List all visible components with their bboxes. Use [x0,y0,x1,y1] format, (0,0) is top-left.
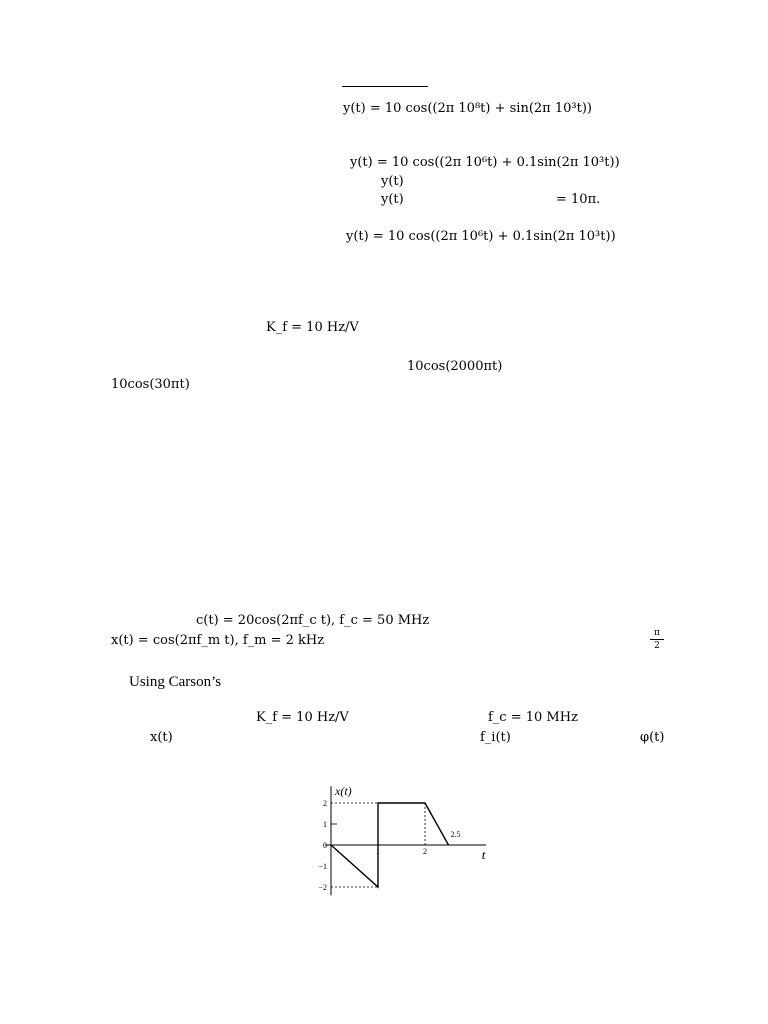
pi-over-2-fraction [650,628,664,651]
carson-text: Using Carson’s [129,674,222,690]
equation-4: y(t) [381,192,404,207]
kf-equation-1: K_f = 10 Hz/V [266,320,359,335]
y-tick-label: −2 [318,883,327,892]
message-equation: x(t) = cos(2πf_m t), f_m = 2 kHz [111,633,325,648]
xt-label: x(t) [150,730,173,745]
carrier-equation: c(t) = 20cos(2πf_c t), f_c = 50 MHz [196,613,430,628]
phi-label: φ(t) [640,730,665,745]
y-tick-label: 1 [323,820,327,829]
y-tick-label: 2 [323,799,327,808]
y-tick-label: 0 [323,841,327,850]
equation-3: y(t) [381,174,404,189]
kf-equation-2: K_f = 10 Hz/V [256,710,349,725]
y-axis-label: x(t) [335,784,352,799]
fi-label: f_i(t) [480,730,511,745]
message-cos-1: 10cos(2000πt) [407,359,503,374]
equation-5: y(t) = 10 cos((2π 10⁶t) + 0.1sin(2π 10³t)) [346,229,616,244]
x-tick-label: 2.5 [450,830,461,839]
x-tick-label: 1 [376,847,380,856]
equation-1: y(t) = 10 cos((2π 10⁸t) + sin(2π 10³t)) [343,101,592,116]
fc-equation: f_c = 10 MHz [488,710,578,725]
x-tick-label: 2 [423,847,427,856]
fraction-denominator: 2 [654,641,660,651]
y-tick-label: −1 [318,862,327,871]
title-underline [342,86,428,87]
x-axis-label: t [481,847,486,862]
fraction-numerator: π [650,628,664,640]
equation-4-tail: = 10π. [556,192,601,207]
xt-waveform-chart [300,770,510,910]
equation-2: y(t) = 10 cos((2π 10⁶t) + 0.1sin(2π 10³t)) [350,155,620,170]
message-cos-2: 10cos(30πt) [111,377,190,392]
